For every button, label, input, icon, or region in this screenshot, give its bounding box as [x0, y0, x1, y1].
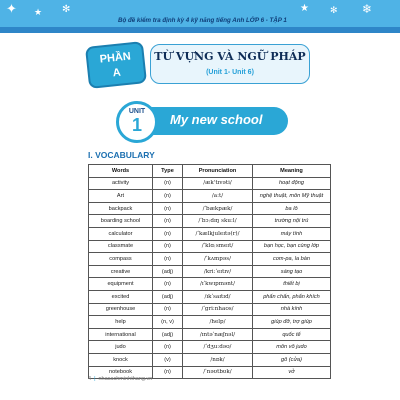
table-row [89, 341, 331, 354]
table-row [89, 265, 331, 278]
cell-meaning: quốc tế [253, 328, 331, 341]
footer-site: nhasachminhthang.vn [98, 376, 153, 382]
cell-meaning: nhà kính [253, 303, 331, 316]
page-footer [88, 376, 152, 382]
cell-meaning: giúp đỡ, trợ giúp [253, 316, 331, 329]
unit-number: 1 [131, 115, 142, 135]
cell-word: notebook [89, 366, 153, 379]
cell-pronunciation: /ɪˈkwɪpmənt/ [183, 278, 253, 291]
table-row [89, 328, 331, 341]
cell-pronunciation: /ˈkælkjuleɪtə(r)/ [183, 227, 253, 240]
top-banner [0, 0, 400, 33]
cell-pronunciation: /ˈbɔːdɪŋ sku:l/ [183, 215, 253, 228]
star-icon: ★ [300, 3, 309, 14]
unit-title: My new school [170, 112, 263, 127]
banner-stripe [0, 27, 400, 33]
cell-word: greenhouse [89, 303, 153, 316]
cell-word: compass [89, 253, 153, 266]
cell-word: boarding school [89, 215, 153, 228]
cell-pronunciation: /æk'tɪvəti/ [183, 177, 253, 190]
cell-word: backpack [89, 202, 153, 215]
cell-type: (adj) [153, 290, 183, 303]
vocabulary-heading: I. VOCABULARY [88, 150, 155, 160]
cell-meaning: gõ (cửa) [253, 353, 331, 366]
cell-word: excited [89, 290, 153, 303]
table-row [89, 190, 331, 203]
table-row [89, 240, 331, 253]
cell-type: (n) [153, 202, 183, 215]
cell-meaning: hoạt động [253, 177, 331, 190]
column-header-type: Type [153, 165, 183, 178]
table-row [89, 353, 331, 366]
cell-meaning: vở [253, 366, 331, 379]
section-title: TỪ VỰNG VÀ NGỮ PHÁP [154, 50, 306, 63]
cell-word: Art [89, 190, 153, 203]
table-row [89, 227, 331, 240]
vocabulary-table-body [89, 177, 331, 379]
cell-pronunciation: /kri:ˈeɪtɪv/ [183, 265, 253, 278]
table-row [89, 290, 331, 303]
cell-meaning: máy tính [253, 227, 331, 240]
star-icon: ★ [34, 8, 43, 18]
cell-pronunciation: /ˈkʌmpəs/ [183, 253, 253, 266]
unit-badge [116, 101, 158, 143]
cell-meaning: ba lô [253, 202, 331, 215]
cell-pronunciation: /ˈbækpæk/ [183, 202, 253, 215]
cell-meaning: phấn chấn, phấn khích [253, 290, 331, 303]
vocabulary-table [88, 164, 331, 379]
cell-pronunciation: /ˈgri:nhaʊs/ [183, 303, 253, 316]
table-row [89, 177, 331, 190]
cell-pronunciation: /ɪntəˈnæʃnəl/ [183, 328, 253, 341]
cell-type: (n) [153, 278, 183, 291]
cell-meaning: nghệ thuật, môn Mỹ thuật [253, 190, 331, 203]
cell-type: (n) [153, 303, 183, 316]
page-number: 4 [88, 376, 92, 382]
cell-type: (v) [153, 353, 183, 366]
planet-icon: ✦ [6, 2, 17, 17]
snowflake-icon: ✻ [62, 4, 71, 15]
table-row [89, 253, 331, 266]
cell-word: equipment [89, 278, 153, 291]
column-header-words: Words [89, 165, 153, 178]
unit-label: UNIT [128, 108, 146, 115]
snowflake-icon: ✻ [330, 6, 338, 16]
footer-separator: | [94, 376, 96, 382]
cell-meaning: com-pa, la bàn [253, 253, 331, 266]
cell-pronunciation: /ˈdʒu:dəʊ/ [183, 341, 253, 354]
cell-type: (n) [153, 341, 183, 354]
part-badge [85, 41, 147, 89]
cell-word: creative [89, 265, 153, 278]
cell-type: (n, v) [153, 316, 183, 329]
cell-pronunciation: /ˈnəʊtbʊk/ [183, 366, 253, 379]
part-letter: A [112, 66, 122, 80]
cell-type: (adj) [153, 328, 183, 341]
cell-type: (n) [153, 190, 183, 203]
cell-pronunciation: /nɒk/ [183, 353, 253, 366]
cell-pronunciation: /ˈklɑːsmeɪt/ [183, 240, 253, 253]
cell-meaning: thiết bị [253, 278, 331, 291]
cell-word: activity [89, 177, 153, 190]
cell-type: (adj) [153, 265, 183, 278]
cell-pronunciation: /help/ [183, 316, 253, 329]
unit-title-bar [148, 107, 288, 135]
section-subtitle: (Unit 1- Unit 6) [206, 69, 254, 76]
cell-meaning: bạn học, bạn cùng lớp [253, 240, 331, 253]
cell-word: knock [89, 353, 153, 366]
table-row [89, 202, 331, 215]
snowflake-icon: ❄ [362, 2, 373, 16]
cell-type: (n) [153, 366, 183, 379]
section-header [150, 44, 310, 84]
cell-type: (n) [153, 227, 183, 240]
cell-word: international [89, 328, 153, 341]
cell-type: (n) [153, 240, 183, 253]
part-label: PHẦN [99, 50, 132, 66]
table-row [89, 316, 331, 329]
column-header-meaning: Meaning [253, 165, 331, 178]
table-row [89, 215, 331, 228]
cell-pronunciation: /a:t/ [183, 190, 253, 203]
cell-meaning: môn võ judo [253, 341, 331, 354]
cell-word: classmate [89, 240, 153, 253]
cell-type: (n) [153, 177, 183, 190]
table-row [89, 278, 331, 291]
cell-meaning: sáng tạo [253, 265, 331, 278]
column-header-pronunciation: Pronunciation [183, 165, 253, 178]
cell-type: (n) [153, 215, 183, 228]
cell-type: (n) [153, 253, 183, 266]
cell-word: calculator [89, 227, 153, 240]
cell-word: judo [89, 341, 153, 354]
cell-meaning: trường nội trú [253, 215, 331, 228]
cell-word: help [89, 316, 153, 329]
series-title: Bộ đề kiểm tra định kỳ 4 kỹ năng tiếng Anh LỚP 6 - TẬP 1 [118, 17, 287, 24]
table-header-row [89, 165, 331, 178]
table-row [89, 303, 331, 316]
cell-pronunciation: /ɪkˈsaɪtɪd/ [183, 290, 253, 303]
